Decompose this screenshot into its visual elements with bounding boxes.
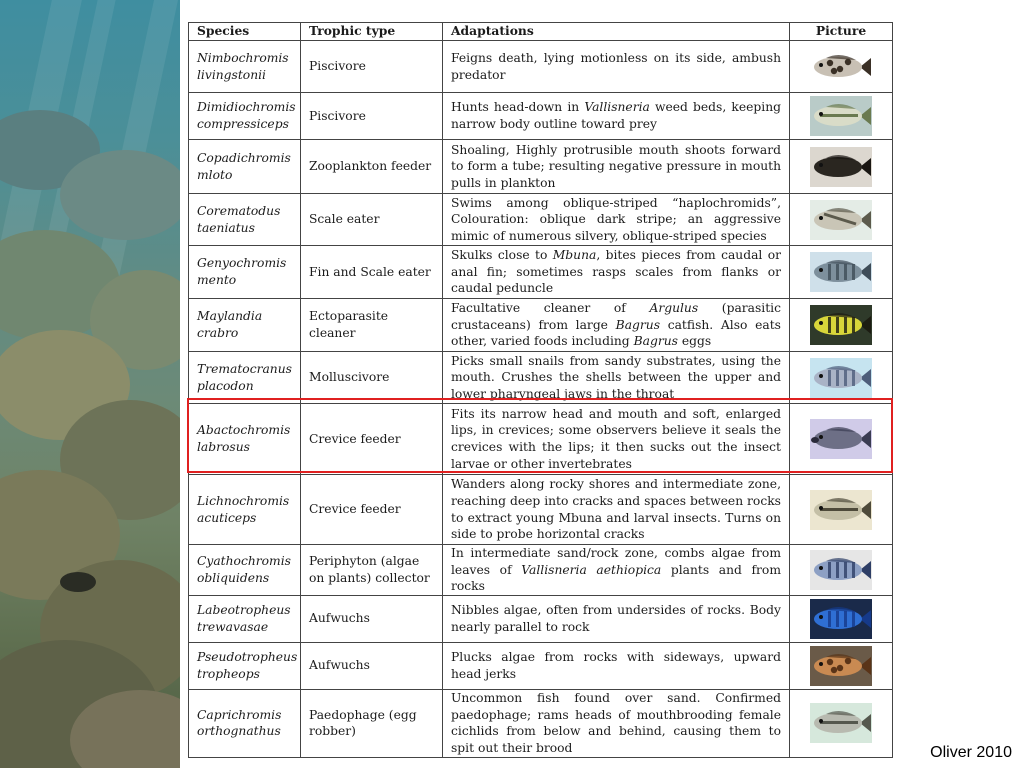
header-picture: Picture <box>790 23 893 41</box>
table-row <box>189 595 893 642</box>
trophic-type-cell: Periphyton (algae on plants) collector <box>301 545 443 596</box>
adaptations-cell: In intermediate sand/rock zone, combs algae from leaves of Vallisneria aethiopica plants and from rocks <box>443 545 790 596</box>
adaptations-cell: Skulks close to Mbuna, bites pieces from caudal or anal fin; sometimes rasps scales from flanks or caudal peduncle <box>443 246 790 299</box>
species-cell: Trematocranus placodon <box>189 352 301 404</box>
trophic-type-cell: Piscivore <box>301 93 443 140</box>
table-row <box>189 404 893 475</box>
picture-cell <box>790 642 893 689</box>
trophic-type-cell: Piscivore <box>301 41 443 93</box>
species-cell: Abactochromis labrosus <box>189 404 301 475</box>
adaptations-cell: Swims among oblique-striped “haplochromids”, Colouration: oblique dark stripe; an aggressive mimic of numerous silvery, oblique-striped species <box>443 194 790 246</box>
species-cell: Genyochromis mento <box>189 246 301 299</box>
adaptations-cell: Nibbles algae, often from undersides of rocks. Body nearly parallel to rock <box>443 595 790 642</box>
table-row <box>189 41 893 93</box>
species-cell: Copadichromis mloto <box>189 140 301 194</box>
picture-cell <box>790 475 893 545</box>
picture-cell <box>790 140 893 194</box>
trophic-type-cell: Paedophage (egg robber) <box>301 689 443 757</box>
table-row <box>189 642 893 689</box>
species-cell: Corematodus taeniatus <box>189 194 301 246</box>
species-cell: Caprichromis orthognathus <box>189 689 301 757</box>
fish-icon <box>810 96 872 136</box>
adaptations-cell: Facultative cleaner of Argulus (parasitic crustaceans) from large Bagrus catfish. Also eats other, varied foods including Bagrus eggs <box>443 299 790 352</box>
trophic-type-cell: Aufwuchs <box>301 642 443 689</box>
fish-icon <box>810 550 872 590</box>
trophic-type-cell: Crevice feeder <box>301 404 443 475</box>
trophic-type-cell: Zooplankton feeder <box>301 140 443 194</box>
trophic-type-cell: Aufwuchs <box>301 595 443 642</box>
table-row <box>189 299 893 352</box>
adaptations-cell: Shoaling, Highly protrusible mouth shoots forward to form a tube; resulting negative pressure in mouth pulls in plankton <box>443 140 790 194</box>
picture-cell <box>790 246 893 299</box>
fish-icon <box>810 200 872 240</box>
fish-icon <box>810 419 872 459</box>
table-row <box>189 246 893 299</box>
picture-cell <box>790 41 893 93</box>
species-cell: Dimidiochromis compressiceps <box>189 93 301 140</box>
fish-icon <box>810 147 872 187</box>
picture-cell <box>790 545 893 596</box>
fish-icon <box>810 358 872 398</box>
table-row <box>189 689 893 757</box>
picture-cell <box>790 194 893 246</box>
table-row <box>189 93 893 140</box>
adaptations-cell: Feigns death, lying motionless on its side, ambush predator <box>443 41 790 93</box>
species-cell: Labeotropheus trewavasae <box>189 595 301 642</box>
fish-icon <box>810 252 872 292</box>
fish-icon <box>810 703 872 743</box>
table-row <box>189 545 893 596</box>
fish-icon <box>810 490 872 530</box>
table-row <box>189 352 893 404</box>
adaptations-cell: Fits its narrow head and mouth and soft, enlarged lips, in crevices; some observers believe it seals the crevices with the lips; it then sucks out the insect larvae or other invertebrates <box>443 404 790 475</box>
adaptations-cell: Hunts head-down in Vallisneria weed beds, keeping narrow body outline toward prey <box>443 93 790 140</box>
adaptations-cell: Picks small snails from sandy substrates, using the mouth. Crushes the shells between the upper and lower pharyngeal jaws in the throat <box>443 352 790 404</box>
underwater-photo <box>0 0 180 768</box>
species-table <box>188 22 893 758</box>
picture-cell <box>790 352 893 404</box>
header-adaptations: Adaptations <box>443 23 790 41</box>
species-cell: Pseudotropheus tropheops <box>189 642 301 689</box>
fish-icon <box>810 599 872 639</box>
table-row <box>189 475 893 545</box>
adaptations-cell: Wanders along rocky shores and intermediate zone, reaching deep into cracks and spaces between rocks to extract young Mbuna and larval insects. Turns on side to probe horizontal cracks <box>443 475 790 545</box>
species-cell: Cyathochromis obliquidens <box>189 545 301 596</box>
trophic-type-cell: Crevice feeder <box>301 475 443 545</box>
fish-icon <box>810 305 872 345</box>
picture-cell <box>790 689 893 757</box>
picture-cell <box>790 595 893 642</box>
header-row <box>189 23 893 41</box>
trophic-type-cell: Molluscivore <box>301 352 443 404</box>
table-row <box>189 140 893 194</box>
header-trophic-type: Trophic type <box>301 23 443 41</box>
adaptations-cell: Uncommon fish found over sand. Confirmed paedophage; rams heads of mouthbrooding female cichlids from below and behind, causing them to spit out their brood <box>443 689 790 757</box>
picture-cell <box>790 93 893 140</box>
fish-icon <box>810 646 872 686</box>
header-species: Species <box>189 23 301 41</box>
species-cell: Nimbochromis livingstonii <box>189 41 301 93</box>
trophic-type-cell: Ectoparasite cleaner <box>301 299 443 352</box>
picture-cell <box>790 299 893 352</box>
species-cell: Lichnochromis acuticeps <box>189 475 301 545</box>
adaptations-cell: Plucks algae from rocks with sideways, upward head jerks <box>443 642 790 689</box>
fish-icon <box>810 47 872 87</box>
trophic-type-cell: Scale eater <box>301 194 443 246</box>
trophic-type-cell: Fin and Scale eater <box>301 246 443 299</box>
credit-text: Oliver 2010 <box>930 744 1012 761</box>
species-cell: Maylandia crabro <box>189 299 301 352</box>
table-row <box>189 194 893 246</box>
picture-cell <box>790 404 893 475</box>
